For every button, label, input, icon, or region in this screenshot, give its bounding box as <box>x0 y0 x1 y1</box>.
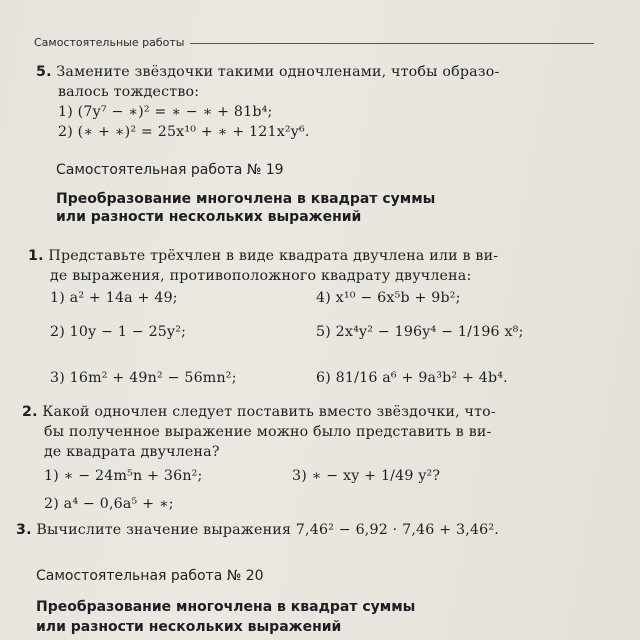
s19-task1-line1 <box>28 248 498 264</box>
s19-task1-number: 1. <box>28 248 44 264</box>
s19-task2-line3: де квадрата двучлена? <box>44 444 220 460</box>
task5-number: 5. <box>36 64 52 80</box>
s19-task1-item-3: 3) 16m² + 49n² − 56mn²; <box>50 370 237 386</box>
s19-task2-line1 <box>22 404 496 420</box>
section19-subtitle-2: или разности нескольких выражений <box>56 209 362 225</box>
section19-title: Самостоятельная работа № 19 <box>56 162 284 178</box>
s19-task1-item-2: 2) 10y − 1 − 25y²; <box>50 324 187 340</box>
s19-task2-number: 2. <box>22 404 38 420</box>
running-header <box>34 36 594 49</box>
s19-task2-text-1: Какой одночлен следует поставить вместо звёздочки, что- <box>42 404 496 420</box>
s19-task2-item-2: 2) a⁴ − 0,6a⁵ + ∗; <box>44 496 174 512</box>
s19-task1-item-1: 1) a² + 14a + 49; <box>50 290 178 306</box>
task5-line1 <box>36 64 499 80</box>
header-title: Самостоятельные работы <box>34 36 185 49</box>
s19-task3-number: 3. <box>16 522 32 538</box>
task5-text-1: Замените звёздочки такими одночленами, чтобы образо- <box>56 64 500 80</box>
s19-task3-line <box>16 522 499 538</box>
s19-task2-line2: бы полученное выражение можно было представить в ви- <box>44 424 492 440</box>
s19-task1-item-6: 6) 81/16 a⁶ + 9a³b² + 4b⁴. <box>316 370 508 386</box>
s19-task3-text: Вычислите значение выражения 7,46² − 6,92 · 7,46 + 3,46². <box>36 522 499 538</box>
s19-task1-item-4: 4) x¹⁰ − 6x⁵b + 9b²; <box>316 290 461 306</box>
s19-task1-line2: де выражения, противоположного квадрату двучлена: <box>50 268 472 284</box>
header-rule <box>190 43 594 44</box>
s19-task2-item-3: 3) ∗ − xy + 1/49 y²? <box>292 468 441 484</box>
section20-subtitle-2: или разности нескольких выражений <box>36 619 342 635</box>
s19-task2-item-1: 1) ∗ − 24m⁵n + 36n²; <box>44 468 203 484</box>
s19-task1-item-5: 5) 2x⁴y² − 196y⁴ − 1/196 x⁸; <box>316 324 524 340</box>
section20-title: Самостоятельная работа № 20 <box>36 568 264 584</box>
s19-task1-text-1: Представьте трёхчлен в виде квадрата двучлена или в ви- <box>48 248 499 264</box>
section20-subtitle-1: Преобразование многочлена в квадрат суммы <box>36 599 416 615</box>
section19-subtitle-1: Преобразование многочлена в квадрат суммы <box>56 191 436 207</box>
task5-line2: валось тождество: <box>58 84 200 100</box>
task5-item2: 2) (∗ + ∗)² = 25x¹⁰ + ∗ + 121x²y⁶. <box>58 124 310 140</box>
task5-item1: 1) (7y⁷ − ∗)² = ∗ − ∗ + 81b⁴; <box>58 104 273 120</box>
